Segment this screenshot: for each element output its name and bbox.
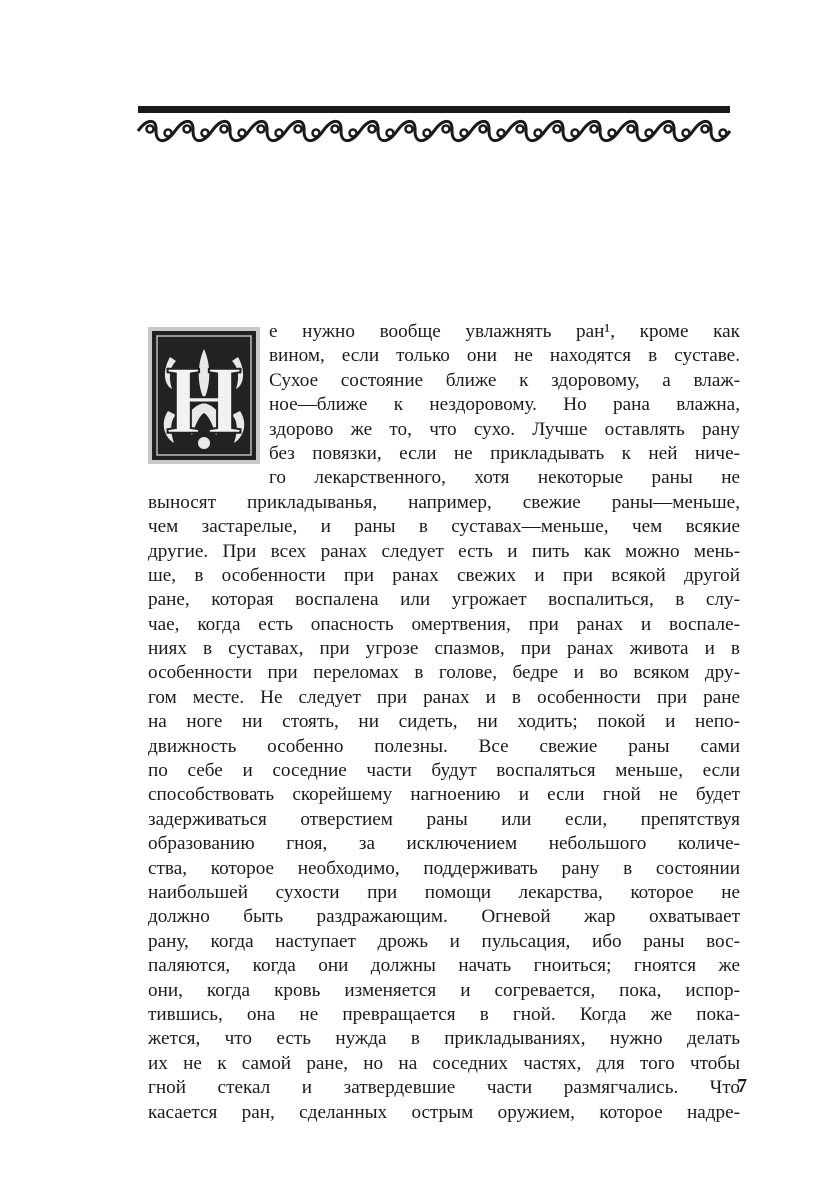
text-line: жется, что есть нужда в прикладываниях, нужно делать [148,1028,740,1050]
text-line: ше, в особенности при ранах свежих и при всякой другой [148,564,740,586]
text-line: чае, когда есть опасность омертвения, при ранах и воспале- [148,613,740,635]
text-line: паляются, когда они должны начать гноиться; гноятся же [148,955,740,977]
text-line: наибольшей сухости при помощи лекарства, которое не [148,881,740,903]
text-line: должно быть раздражающим. Огневой жар охватывает [148,906,740,928]
text-line: их не к самой ране, но на соседних частях, для того чтобы [148,1052,740,1074]
text-line: е нужно вообще увлажнять ран¹, кроме как [269,321,740,342]
text-line: чем застарелые, и раны в суставах—меньше, чем всякие [148,516,740,538]
header-rule [138,106,730,113]
text-line: ное—ближе к нездоровому. Но рана влажна, [269,394,740,416]
main-text [148,320,740,1125]
text-line: выносят прикладыванья, например, свежие раны—меньше, [148,491,740,513]
text-line: гом месте. Не следует при ранах и в особенности при ране [148,686,740,708]
text-line: на ноге ни стоять, ни сидеть, ни ходить; покой и непо- [148,711,740,733]
page-number: 7 [737,1075,747,1097]
text-line: движность особенно полезны. Все свежие раны сами [148,735,740,757]
text-line: образованию гноя, за исключением небольшого количе- [148,833,740,855]
text-line: другие. При всех ранах следует есть и пить как можно мень- [148,540,740,562]
text-line: Сухое состояние ближе к здоровому, а влаж- [269,369,740,391]
header-wave-ornament [136,116,732,146]
text-line: без повязки, если не прикладывать к ней ниче- [269,442,740,464]
text-line: касается ран, сделанных острым оружием, которое надре- [148,1101,740,1123]
text-line: ства, которое необходимо, поддерживать рану в состоянии [148,857,740,879]
text-line: они, когда кровь изменяется и согревается, пока, испор- [148,979,740,1001]
drop-cap-ornament [148,327,260,464]
text-line: вином, если только они не находятся в суставе. [269,345,740,367]
text-line: рану, когда наступает дрожь и пульсация, ибо раны вос- [148,930,740,952]
text-line: ране, которая воспалена или угрожает воспалиться, в слу- [148,589,740,611]
drop-cap-letter: Н [165,347,243,455]
text-line: ниях в суставах, при угрозе спазмов, при ранах живота и в [148,638,740,660]
text-line: по себе и соседние части будут воспаляться меньше, если [148,760,740,782]
text-line: тившись, она не превращается в гной. Когда же пока- [148,1003,740,1025]
text-line: го лекарственного, хотя некоторые раны не [269,467,740,489]
text-line: способствовать скорейшему нагноению и если гной не будет [148,784,740,806]
text-line: здорово же то, что сухо. Лучше оставлять рану [269,418,740,440]
text-line: гной стекал и затвердевшие части размягчались. Что [148,1077,740,1099]
text-line: задерживаться отверстием раны или если, препятствуя [148,808,740,830]
text-line: особенности при переломах в голове, бедре и во всяком дру- [148,662,740,684]
